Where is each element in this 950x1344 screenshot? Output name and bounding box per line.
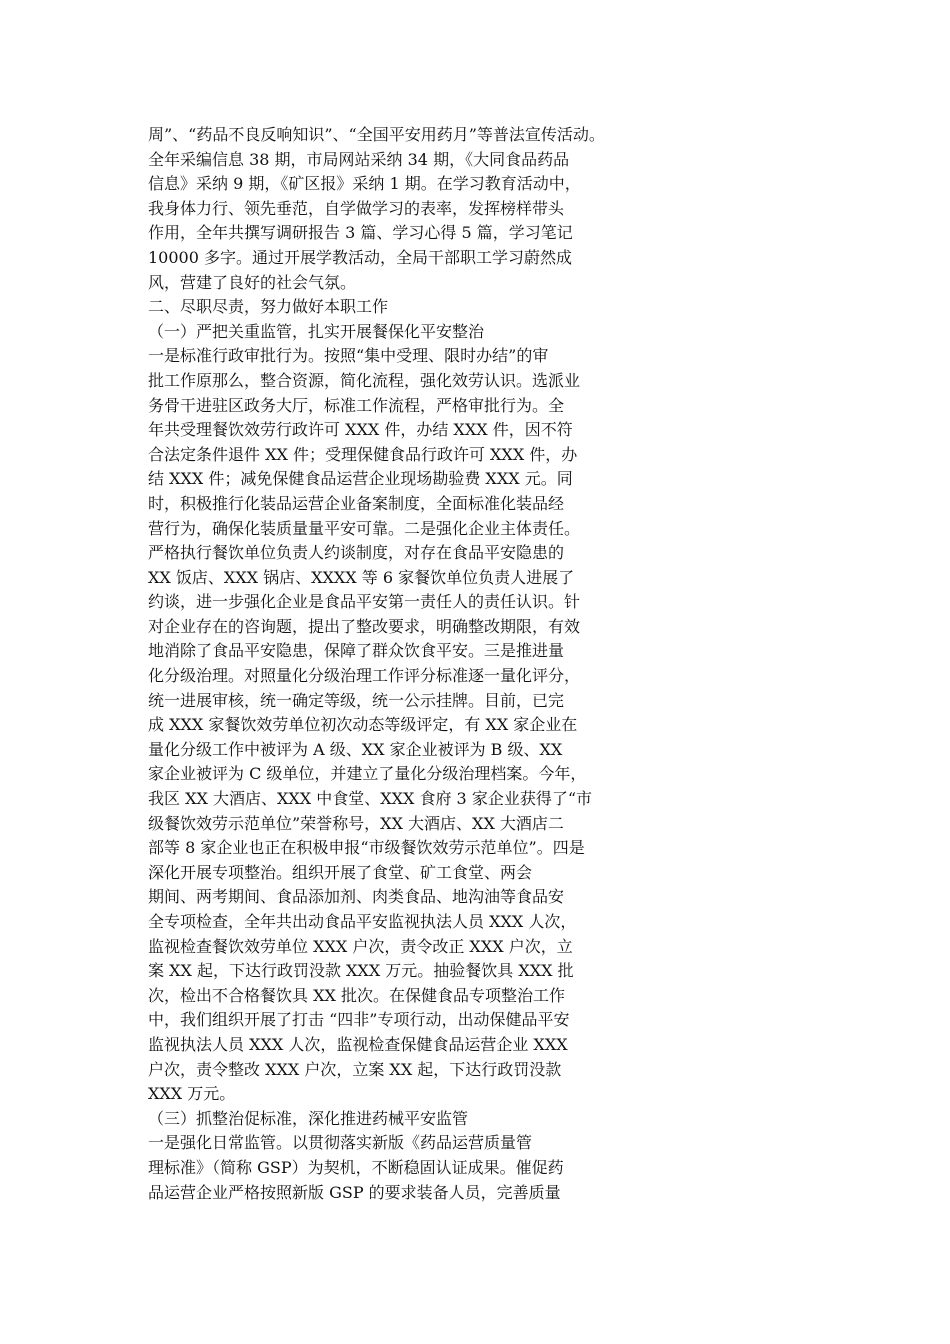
text-line: 品运营企业严格按照新版 GSP 的要求装备人员，完善质量 [148, 1182, 561, 1202]
text-line: 信息》采纳 9 期，《矿区报》采纳 1 期。在学习教育活动中， [148, 174, 581, 194]
text-line: 期间、两考期间、食品添加剂、肉类食品、地沟油等食品安 [148, 887, 565, 907]
text-line: 全专项检查，全年共出动食品平安监视执法人员 XXX 人次， [148, 912, 577, 931]
text-line: 化分级治理。对照量化分级治理工作评分标准逐一量化评分， [148, 666, 581, 686]
text-line: 部等 8 家企业也正在积极申报“市级餐饮效劳示范单位”。四是 [148, 838, 585, 858]
text-line: 我区 XX 大酒店、XXX 中食堂、XXX 食府 3 家企业获得了“市 [148, 789, 593, 809]
text-line: 监视执法人员 XXX 人次，监视检查保健食品运营企业 XXX [148, 1034, 568, 1054]
text-line: 中，我们组织开展了打击 “四非”专项行动，出动保健品平安 [148, 1010, 570, 1030]
text-line: 营行为，确保化装质量量平安可靠。二是强化企业主体责任。 [148, 518, 581, 538]
text-line: 户次，责令整改 XXX 户次，立案 XX 起，下达行政罚没款 [148, 1059, 562, 1079]
text-line: 时，积极推行化装品运营企业备案制度，全面标准化装品经 [148, 493, 565, 513]
section-heading: 二、尽职尽责，努力做好本职工作 [148, 297, 389, 317]
text-line: 全年采编信息 38 期，市局网站采纳 34 期，《大同食品药品 [148, 149, 570, 169]
text-line: 严格执行餐饮单位负责人约谈制度，对存在食品平安隐患的 [148, 543, 565, 563]
text-line: 一是强化日常监管。以贯彻落实新版《药品运营质量管 [148, 1133, 533, 1153]
text-line: 级餐饮效劳示范单位”荣誉称号，XX 大酒店、XX 大酒店二 [148, 813, 564, 833]
text-line: 对企业存在的咨询题，提出了整改要求，明确整改期限，有效 [148, 616, 581, 636]
text-line: 家企业被评为 C 级单位，并建立了量化分级治理档案。今年， [148, 764, 587, 784]
subsection-heading: （三）抓整治促标准，深化推进药械平安监管 [148, 1108, 469, 1128]
text-line: 周”、“药品不良反响知识”、“全国平安用药月”等普法宣传活动。 [148, 125, 605, 144]
text-line: 10000 多字。通过开展学教活动，全局干部职工学习蔚然成 [148, 247, 572, 267]
text-line: 监视检查餐饮效劳单位 XXX 户次，责令改正 XXX 户次，立 [148, 936, 573, 956]
text-line: 合法定条件退件 XX 件；受理保健食品行政许可 XXX 件，办 [148, 444, 578, 464]
text-line: 我身体力行、领先垂范，自学做学习的表率，发挥榜样带头 [148, 198, 565, 218]
text-line: 年共受理餐饮效劳行政许可 XXX 件，办结 XXX 件，因不符 [148, 420, 573, 440]
text-line: XXX 万元。 [148, 1084, 236, 1104]
text-line: 深化开展专项整治。组织开展了食堂、矿工食堂、两会 [148, 862, 533, 882]
text-line: 务骨干进驻区政务大厅，标准工作流程，严格审批行为。全 [148, 395, 565, 415]
text-line: 作用，全年共撰写调研报告 3 篇、学习心得 5 篇，学习笔记 [148, 223, 573, 243]
text-line: 风，营建了良好的社会气氛。 [148, 272, 357, 292]
text-line: 一是标准行政审批行为。按照“集中受理、限时办结”的审 [148, 346, 549, 366]
text-line: 理标准》（简称 GSP）为契机，不断稳固认证成果。催促药 [148, 1157, 564, 1177]
text-line: 量化分级工作中被评为 A 级、XX 家企业被评为 B 级、XX [148, 739, 563, 759]
text-line: 约谈，进一步强化企业是食品平安第一责任人的责任认识。针 [148, 592, 581, 612]
subsection-heading: （一）严把关重监管，扎实开展餐保化平安整治 [148, 321, 485, 341]
text-line: 结 XXX 件；减免保健食品运营企业现场勘验费 XXX 元。同 [148, 469, 573, 489]
document-body [148, 123, 848, 1205]
text-line: 批工作原那么，整合资源，简化流程，强化效劳认识。选派业 [148, 370, 581, 390]
text-line: 地消除了食品平安隐患，保障了群众饮食平安。三是推进量 [148, 641, 565, 661]
text-line: 统一进展审核，统一确定等级，统一公示挂牌。目前，已完 [148, 690, 565, 710]
text-line: XX 饭店、XXX 锅店、XXXX 等 6 家餐饮单位负责人进展了 [148, 567, 575, 587]
text-line: 成 XXX 家餐饮效劳单位初次动态等级评定，有 XX 家企业在 [148, 715, 578, 735]
text-line: 次，检出不合格餐饮具 XX 批次。在保健食品专项整治工作 [148, 985, 565, 1005]
text-line: 案 XX 起，下达行政罚没款 XXX 万元。抽验餐饮具 XXX 批 [148, 961, 574, 981]
